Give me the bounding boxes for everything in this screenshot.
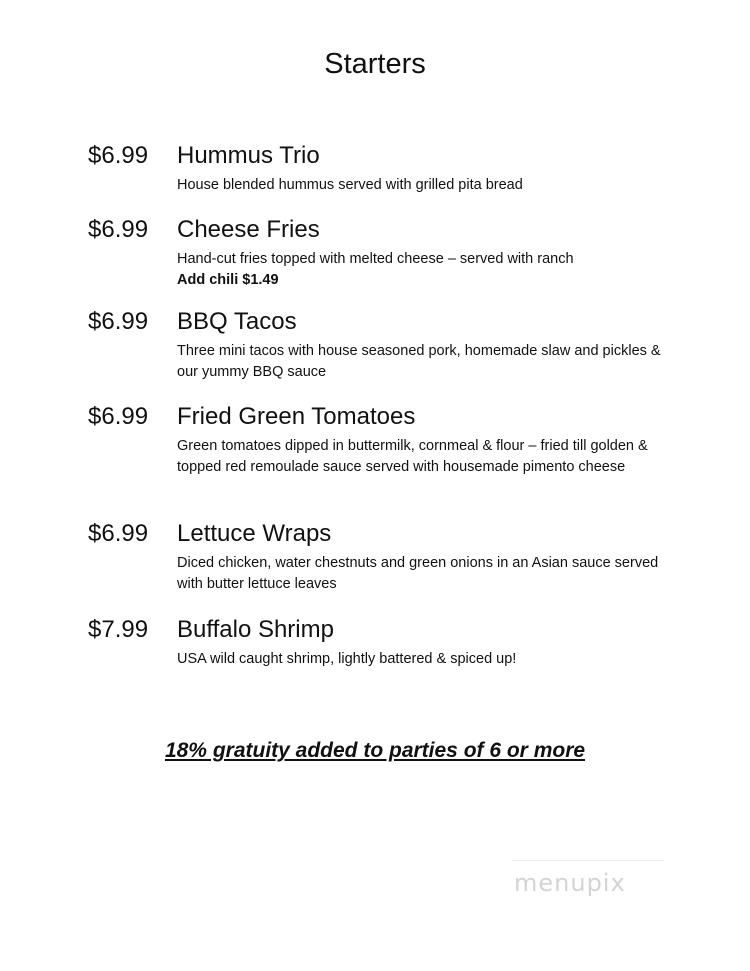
item-name: Lettuce Wraps (177, 520, 332, 547)
item-name: Fried Green Tomatoes (177, 403, 416, 430)
item-description: Hand-cut fries topped with melted cheese – served with ranch (177, 251, 574, 267)
item-price: $6.99 (88, 142, 149, 169)
item-description: USA wild caught shrimp, lightly battered & spiced up! (177, 651, 517, 667)
item-description: Diced chicken, water chestnuts and green onions in an Asian sauce served with butter lettuce leaves (177, 555, 659, 592)
item-price: $7.99 (88, 616, 149, 643)
item-name: Cheese Fries (177, 216, 320, 243)
item-description: Green tomatoes dipped in buttermilk, cornmeal & flour – fried till golden & topped red remoulade sauce served with housemade pimento cheese (177, 438, 648, 475)
item-description: House blended hummus served with grilled pita bread (177, 177, 523, 193)
item-price: $6.99 (88, 216, 149, 243)
watermark-logo: menupix (514, 869, 626, 897)
page-title: Starters (324, 48, 426, 80)
watermark-divider (512, 860, 664, 861)
item-price: $6.99 (88, 403, 149, 430)
item-name: Buffalo Shrimp (177, 616, 334, 643)
item-price: $6.99 (88, 308, 149, 335)
item-description: Three mini tacos with house seasoned pork, homemade slaw and pickles & our yummy BBQ sauce (177, 343, 661, 380)
item-name: BBQ Tacos (177, 308, 297, 335)
gratuity-note (0, 737, 750, 765)
gratuity-note-text: 18% gratuity added to parties of 6 or more (164, 739, 586, 762)
item-price: $6.99 (88, 520, 149, 547)
item-name: Hummus Trio (177, 142, 320, 169)
item-addon: Add chili $1.49 (177, 272, 279, 288)
